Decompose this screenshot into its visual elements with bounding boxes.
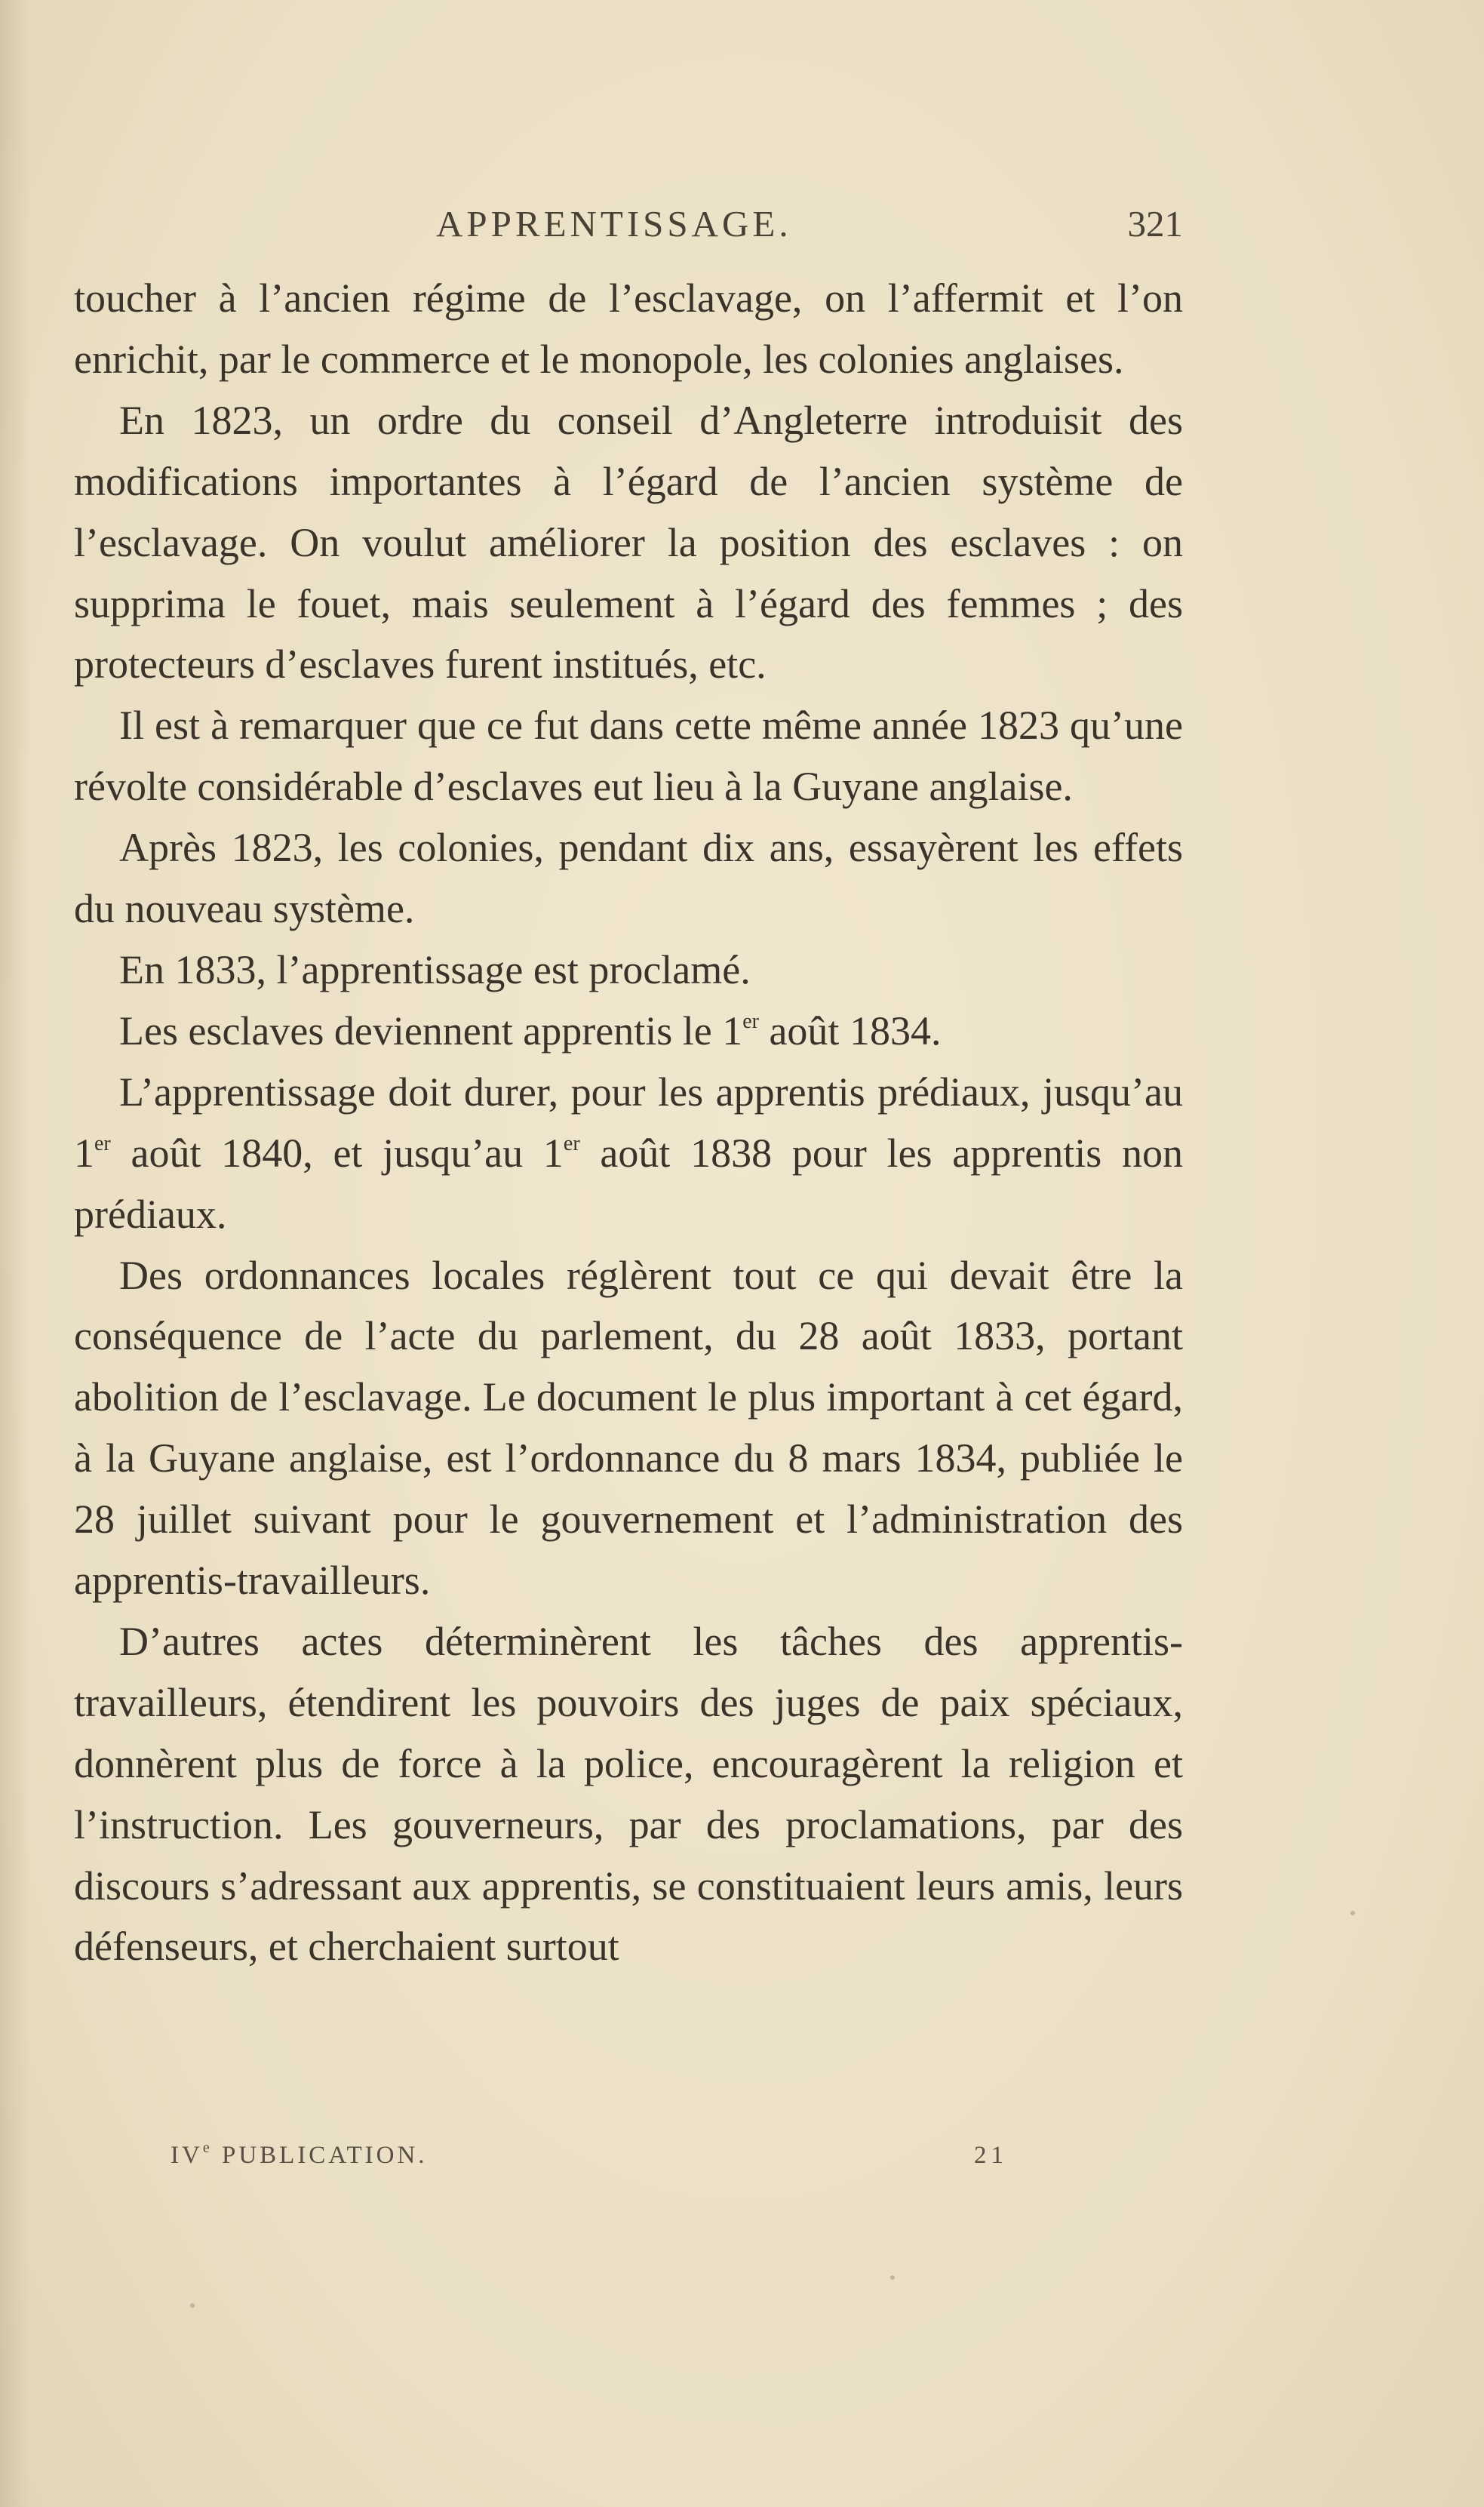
- paragraph-7-part-1: L’apprentissage doit durer, pour les apprentis prédiaux, jusqu’au 1: [74, 1069, 1183, 1176]
- page-gutter-shadow: [0, 0, 30, 2507]
- ordinal-superscript: er: [94, 1131, 111, 1155]
- ordinal-superscript: er: [563, 1131, 580, 1155]
- paper-speck: [190, 2303, 195, 2308]
- paragraph-9: D’autres actes déterminèrent les tâches des apprentis-travailleurs, étendirent les pouvoirs des juges de paix spéciaux, donnèrent plus de force à la police, encouragèrent la religion et l’instruction. Les gouverneurs, par des proclamations, par des discours s’adressant aux apprentis, se constituaient leurs amis, leurs défenseurs, et cherchaient surtout: [74, 1618, 1183, 1970]
- paper-speck: [890, 2275, 895, 2280]
- paragraph-4: Après 1823, les colonies, pendant dix ans, essayèrent les effets du nouveau système.: [74, 825, 1183, 932]
- signature-number: 21: [974, 2142, 1008, 2169]
- signature-line: [171, 2139, 1008, 2179]
- paragraph-3: Il est à remarquer que ce fut dans cette même année 1823 qu’une révolte considérable d’esclaves eut lieu à la Guyane anglaise.: [74, 703, 1183, 810]
- paragraph-7: [74, 1062, 1183, 1245]
- paragraph-1: toucher à l’ancien régime de l’esclavage, on l’affermit et l’on enrichit, par le commerce et le monopole, les colonies anglaises.: [74, 275, 1183, 382]
- running-title: APPRENTISSAGE.: [436, 203, 792, 245]
- paragraph-7-part-2: août 1840, et jusqu’au 1: [110, 1130, 564, 1176]
- ordinal-superscript: er: [742, 1009, 759, 1033]
- body-text: [74, 268, 1183, 1977]
- paragraph-5: En 1833, l’apprentissage est proclamé.: [119, 946, 751, 992]
- paragraph-2: En 1823, un ordre du conseil d’Angleterre introduisit des modifications importantes à l’égard de l’ancien système de l’esclavage. On voulut améliorer la position des esclaves : on supprima le fouet, mais seulement à l’égard des femmes ; des protecteurs d’esclaves furent institués, etc.: [74, 397, 1183, 688]
- signature-rest: PUBLICATION.: [212, 2142, 428, 2169]
- paragraph-7-part-3: août 1838 pour les apprentis non prédiaux.: [74, 1130, 1183, 1237]
- page-number: 321: [1127, 203, 1183, 245]
- paragraph-6: [74, 1001, 1183, 1062]
- signature-mark: [171, 2139, 428, 2170]
- paragraph-6-part-2: août 1834.: [758, 1007, 942, 1054]
- signature-superscript: e: [202, 2139, 213, 2156]
- paragraph-8: Des ordonnances locales réglèrent tout ce qui devait être la conséquence de l’acte du parlement, du 28 août 1833, portant abolition de l’esclavage. Le document le plus important à cet égard, à la Guyane anglaise, est l’ordonnance du 8 mars 1834, publiée le 28 juillet suivant pour le gouvernement et l’administration des apprentis-travailleurs.: [74, 1252, 1183, 1604]
- signature-prefix: IV: [171, 2142, 203, 2169]
- paragraph-6-part-1: Les esclaves deviennent apprentis le 1: [119, 1007, 743, 1054]
- page-header: [74, 202, 1183, 263]
- paper-speck: [1350, 1911, 1355, 1915]
